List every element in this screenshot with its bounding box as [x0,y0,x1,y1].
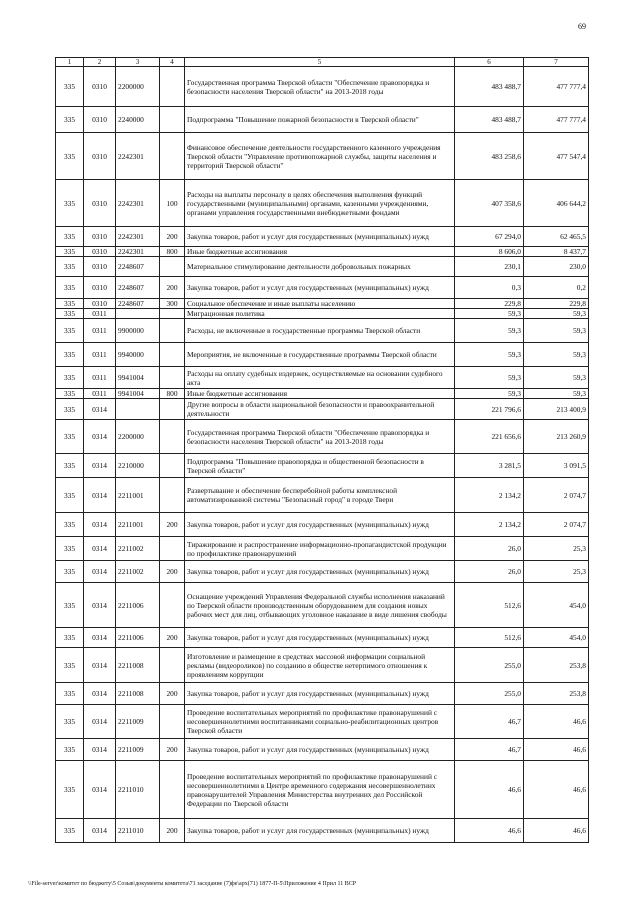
admin-code-cell: 335 [56,683,84,705]
section-code-cell: 0314 [84,583,116,628]
target-article-cell: 2211001 [116,478,160,513]
target-article-cell [116,309,160,319]
approved-amount-cell: 255,0 [455,648,524,683]
section-code-cell: 0314 [84,420,116,454]
approved-amount-cell: 26,0 [455,537,524,561]
column-header: 3 [116,58,160,67]
executed-amount-cell: 59,3 [524,367,589,389]
section-code-cell: 0311 [84,309,116,319]
executed-amount-cell: 62 465,5 [524,227,589,247]
admin-code-cell: 335 [56,299,84,309]
expense-type-cell: 800 [160,389,185,399]
file-path-footer: \\File-server\комитет по бюджету\5 Созыв\документы комитета\71 заседание (7)фе\арх(71) 1877-П-5\Приложение 4 Прил 11 ВСР [28,881,357,887]
admin-code-cell: 335 [56,513,84,537]
expense-type-cell [160,133,185,180]
admin-code-cell: 335 [56,705,84,739]
item-name-cell: Подпрограмма "Повышение пожарной безопасности в Тверской области" [185,107,455,133]
executed-amount-cell: 213 400,9 [524,399,589,420]
table-row [56,257,589,277]
target-article-cell: 2200000 [116,67,160,107]
admin-code-cell: 335 [56,648,84,683]
expense-type-cell: 200 [160,561,185,583]
approved-amount-cell: 46,6 [455,761,524,819]
expense-type-cell [160,399,185,420]
admin-code-cell: 335 [56,247,84,257]
item-name-cell: Подпрограмма "Повышение правопорядка и общественной безопасности в Тверской области" [185,454,455,478]
section-code-cell: 0310 [84,299,116,309]
admin-code-cell: 335 [56,819,84,843]
executed-amount-cell: 59,3 [524,389,589,399]
expense-type-cell [160,67,185,107]
section-code-cell: 0314 [84,399,116,420]
approved-amount-cell: 229,8 [455,299,524,309]
section-code-cell: 0314 [84,561,116,583]
section-code-cell: 0314 [84,739,116,761]
expense-type-cell [160,705,185,739]
approved-amount-cell: 26,0 [455,561,524,583]
target-article-cell: 2240000 [116,107,160,133]
admin-code-cell: 335 [56,107,84,133]
item-name-cell: Закупка товаров, работ и услуг для государственных (муниципальных) нужд [185,561,455,583]
table-row [56,309,589,319]
expense-type-cell: 200 [160,277,185,299]
item-name-cell: Государственная программа Тверской области "Обеспечение правопорядка и безопасности населения Тверской области" на 2013-2018 годы [185,67,455,107]
approved-amount-cell: 67 294,0 [455,227,524,247]
table-row [56,389,589,399]
admin-code-cell: 335 [56,420,84,454]
table-row [56,420,589,454]
approved-amount-cell: 512,6 [455,628,524,648]
admin-code-cell: 335 [56,561,84,583]
table-row [56,299,589,309]
section-code-cell: 0314 [84,537,116,561]
admin-code-cell: 335 [56,389,84,399]
table-row [56,343,589,367]
item-name-cell: Иные бюджетные ассигнования [185,247,455,257]
approved-amount-cell: 59,3 [455,343,524,367]
item-name-cell: Закупка товаров, работ и услуг для государственных (муниципальных) нужд [185,277,455,299]
item-name-cell: Проведение воспитательных мероприятий по профилактике правонарушений с несовершеннолетними в Центре временного содержания несовершеннолетних правонарушителей Управления Министерства внутренних дел Российской Федерации по Тверской области [185,761,455,819]
item-name-cell: Проведение воспитательных мероприятий по профилактике правонарушений с несовершеннолетними воспитанниками социально-реабилитационных центров Тверской области [185,705,455,739]
item-name-cell: Закупка товаров, работ и услуг для государственных (муниципальных) нужд [185,227,455,247]
table-row [56,739,589,761]
section-code-cell: 0314 [84,454,116,478]
executed-amount-cell: 454,0 [524,628,589,648]
approved-amount-cell: 2 134,2 [455,478,524,513]
section-code-cell: 0314 [84,761,116,819]
admin-code-cell: 335 [56,454,84,478]
item-name-cell: Расходы на выплаты персоналу в целях обеспечения выполнения функций государственными (муниципальными) органами, казенными учреждениями, органами управления государственными внебюджетными фондами [185,180,455,227]
target-article-cell: 2242301 [116,247,160,257]
expense-type-cell [160,454,185,478]
approved-amount-cell: 483 258,6 [455,133,524,180]
expense-type-cell [160,257,185,277]
item-name-cell: Закупка товаров, работ и услуг для государственных (муниципальных) нужд [185,819,455,843]
executed-amount-cell: 25,3 [524,537,589,561]
item-name-cell: Закупка товаров, работ и услуг для государственных (муниципальных) нужд [185,513,455,537]
target-article-cell: 2200000 [116,420,160,454]
approved-amount-cell: 407 358,6 [455,180,524,227]
section-code-cell: 0314 [84,819,116,843]
approved-amount-cell: 59,3 [455,389,524,399]
target-article-cell: 9941004 [116,367,160,389]
admin-code-cell: 335 [56,399,84,420]
target-article-cell: 2210000 [116,454,160,478]
approved-amount-cell: 46,6 [455,819,524,843]
approved-amount-cell: 8 606,0 [455,247,524,257]
item-name-cell: Расходы на оплату судебных издержек, осуществляемые на основании судебного акта [185,367,455,389]
approved-amount-cell: 483 488,7 [455,67,524,107]
executed-amount-cell: 3 091,5 [524,454,589,478]
expense-type-cell: 200 [160,819,185,843]
executed-amount-cell: 406 644,2 [524,180,589,227]
section-code-cell: 0311 [84,367,116,389]
target-article-cell [116,399,160,420]
section-code-cell: 0314 [84,705,116,739]
table-row [56,133,589,180]
item-name-cell: Закупка товаров, работ и услуг для государственных (муниципальных) нужд [185,683,455,705]
target-article-cell: 2242301 [116,133,160,180]
approved-amount-cell: 221 796,6 [455,399,524,420]
expense-type-cell: 200 [160,683,185,705]
executed-amount-cell: 46,6 [524,705,589,739]
admin-code-cell: 335 [56,180,84,227]
admin-code-cell: 335 [56,367,84,389]
approved-amount-cell: 221 656,6 [455,420,524,454]
item-name-cell: Социальное обеспечение и иные выплаты населению [185,299,455,309]
executed-amount-cell: 59,3 [524,319,589,343]
table-row [56,705,589,739]
expense-type-cell [160,648,185,683]
table-row [56,513,589,537]
target-article-cell: 2211009 [116,739,160,761]
section-code-cell: 0314 [84,628,116,648]
executed-amount-cell: 230,0 [524,257,589,277]
item-name-cell: Финансовое обеспечение деятельности государственного казенного учреждения Тверской области "Управление противопожарной службы, защиты населения и территорий Тверской области" [185,133,455,180]
target-article-cell: 9940000 [116,343,160,367]
section-code-cell: 0310 [84,227,116,247]
executed-amount-cell: 229,8 [524,299,589,309]
target-article-cell: 9900000 [116,319,160,343]
target-article-cell: 2248607 [116,299,160,309]
admin-code-cell: 335 [56,67,84,107]
admin-code-cell: 335 [56,537,84,561]
admin-code-cell: 335 [56,739,84,761]
approved-amount-cell: 483 488,7 [455,107,524,133]
section-code-cell: 0310 [84,67,116,107]
section-code-cell: 0314 [84,683,116,705]
approved-amount-cell: 3 281,5 [455,454,524,478]
target-article-cell: 2211006 [116,628,160,648]
admin-code-cell: 335 [56,277,84,299]
expense-type-cell [160,343,185,367]
expense-type-cell: 200 [160,628,185,648]
item-name-cell: Тиражирование и распространение информационно-пропагандистской продукции по профилактике правонарушений [185,537,455,561]
column-header: 2 [84,58,116,67]
section-code-cell: 0310 [84,277,116,299]
column-header: 7 [524,58,589,67]
approved-amount-cell: 59,3 [455,319,524,343]
admin-code-cell: 335 [56,309,84,319]
admin-code-cell: 335 [56,133,84,180]
admin-code-cell: 335 [56,583,84,628]
section-code-cell: 0314 [84,478,116,513]
executed-amount-cell: 213 260,9 [524,420,589,454]
admin-code-cell: 335 [56,478,84,513]
item-name-cell: Миграционная политика [185,309,455,319]
item-name-cell: Оснащение учреждений Управления Федеральной службы исполнения наказаний по Тверской области производственным оборудованием для создания новых рабочих мест для лиц, отбывающих уголовное наказание в виде лишения свободы [185,583,455,628]
executed-amount-cell: 59,3 [524,309,589,319]
expense-type-cell: 200 [160,739,185,761]
admin-code-cell: 335 [56,343,84,367]
table-row [56,478,589,513]
expense-type-cell: 100 [160,180,185,227]
approved-amount-cell: 46,7 [455,705,524,739]
table-row [56,628,589,648]
executed-amount-cell: 59,3 [524,343,589,367]
table-row [56,180,589,227]
expense-type-cell [160,367,185,389]
section-code-cell: 0310 [84,247,116,257]
table-row [56,819,589,843]
expense-type-cell: 200 [160,513,185,537]
column-header: 4 [160,58,185,67]
approved-amount-cell: 46,7 [455,739,524,761]
target-article-cell: 2211002 [116,537,160,561]
item-name-cell: Другие вопросы в области национальной безопасности и правоохранительной деятельности [185,399,455,420]
item-name-cell: Закупка товаров, работ и услуг для государственных (муниципальных) нужд [185,628,455,648]
item-name-cell: Расходы, не включенные в государственные программы Тверской области [185,319,455,343]
table-row [56,683,589,705]
table-row [56,319,589,343]
section-code-cell: 0311 [84,343,116,367]
approved-amount-cell: 255,0 [455,683,524,705]
target-article-cell: 2248607 [116,277,160,299]
target-article-cell: 2211010 [116,761,160,819]
table-row [56,67,589,107]
item-name-cell: Развертывание и обеспечение бесперебойной работы комплексной автоматизированной системы "Безопасный город" в городе Твери [185,478,455,513]
table-row [56,367,589,389]
item-name-cell: Государственная программа Тверской области "Обеспечение правопорядка и безопасности населения Тверской области" на 2013-2018 годы [185,420,455,454]
approved-amount-cell: 0,3 [455,277,524,299]
expense-type-cell: 800 [160,247,185,257]
section-code-cell: 0310 [84,107,116,133]
table-row [56,583,589,628]
section-code-cell: 0310 [84,257,116,277]
section-code-cell: 0310 [84,133,116,180]
target-article-cell: 2211008 [116,683,160,705]
section-code-cell: 0314 [84,513,116,537]
table-row [56,454,589,478]
executed-amount-cell: 454,0 [524,583,589,628]
section-code-cell: 0314 [84,648,116,683]
approved-amount-cell: 59,3 [455,367,524,389]
executed-amount-cell: 46,6 [524,819,589,843]
table-row [56,107,589,133]
item-name-cell: Изготовление и размещение в средствах массовой информации социальной рекламы (видеороликов) по созданию в обществе нетерпимого отношения к проявлениям коррупции [185,648,455,683]
target-article-cell: 2242301 [116,180,160,227]
target-article-cell: 2211006 [116,583,160,628]
table-row [56,247,589,257]
expense-type-cell: 300 [160,299,185,309]
target-article-cell: 2242301 [116,227,160,247]
expense-type-cell [160,107,185,133]
admin-code-cell: 335 [56,761,84,819]
executed-amount-cell: 8 437,7 [524,247,589,257]
expense-type-cell [160,583,185,628]
table-row [56,399,589,420]
expense-type-cell: 200 [160,227,185,247]
target-article-cell: 2211008 [116,648,160,683]
item-name-cell: Мероприятия, не включенные в государственные программы Тверской области [185,343,455,367]
executed-amount-cell: 253,8 [524,683,589,705]
executed-amount-cell: 46,6 [524,739,589,761]
page-number: 69 [578,22,586,31]
expense-type-cell [160,537,185,561]
executed-amount-cell: 46,6 [524,761,589,819]
expense-type-cell [160,478,185,513]
expense-type-cell [160,420,185,454]
executed-amount-cell: 477 777,4 [524,67,589,107]
table-row [56,761,589,819]
executed-amount-cell: 477 547,4 [524,133,589,180]
budget-table [55,57,589,843]
section-code-cell: 0311 [84,389,116,399]
table-row [56,648,589,683]
table-row [56,277,589,299]
executed-amount-cell: 477 777,4 [524,107,589,133]
expense-type-cell [160,761,185,819]
approved-amount-cell: 59,3 [455,309,524,319]
target-article-cell: 9941004 [116,389,160,399]
column-header: 5 [185,58,455,67]
expense-type-cell [160,309,185,319]
executed-amount-cell: 25,3 [524,561,589,583]
target-article-cell: 2211010 [116,819,160,843]
admin-code-cell: 335 [56,257,84,277]
executed-amount-cell: 2 074,7 [524,513,589,537]
executed-amount-cell: 253,8 [524,648,589,683]
target-article-cell: 2211002 [116,561,160,583]
table-row [56,561,589,583]
table-header-row [56,58,589,67]
executed-amount-cell: 0,2 [524,277,589,299]
item-name-cell: Материальное стимулирование деятельности добровольных пожарных [185,257,455,277]
column-header: 6 [455,58,524,67]
table-row [56,537,589,561]
admin-code-cell: 335 [56,628,84,648]
approved-amount-cell: 2 134,2 [455,513,524,537]
target-article-cell: 2211009 [116,705,160,739]
table-row [56,227,589,247]
approved-amount-cell: 230,1 [455,257,524,277]
admin-code-cell: 335 [56,227,84,247]
approved-amount-cell: 512,6 [455,583,524,628]
column-header: 1 [56,58,84,67]
item-name-cell: Закупка товаров, работ и услуг для государственных (муниципальных) нужд [185,739,455,761]
target-article-cell: 2211001 [116,513,160,537]
section-code-cell: 0310 [84,180,116,227]
expense-type-cell [160,319,185,343]
target-article-cell: 2248607 [116,257,160,277]
admin-code-cell: 335 [56,319,84,343]
item-name-cell: Иные бюджетные ассигнования [185,389,455,399]
section-code-cell: 0311 [84,319,116,343]
executed-amount-cell: 2 074,7 [524,478,589,513]
